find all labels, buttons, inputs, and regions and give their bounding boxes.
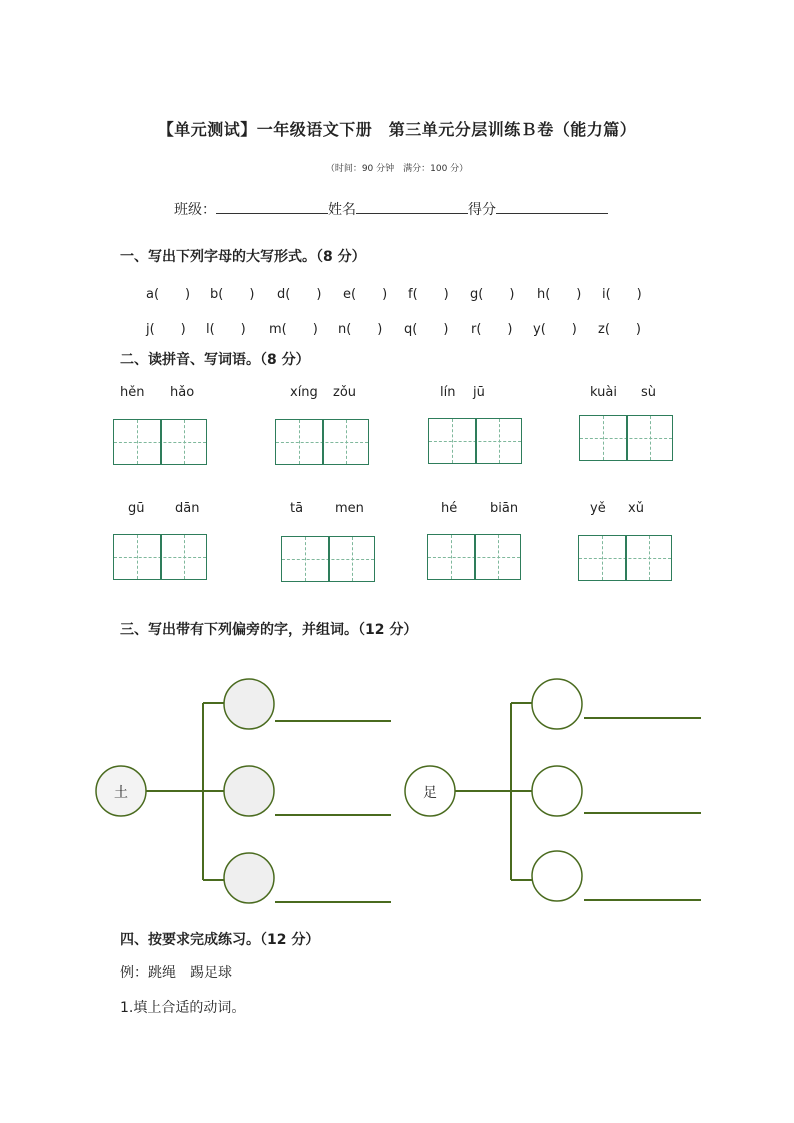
letter-item[interactable]: a( ) xyxy=(146,287,191,302)
page-subtitle: （时间：90 分钟 满分：100 分） xyxy=(325,164,469,174)
pinyin-syllable: xǔ xyxy=(628,501,644,516)
section4-heading: 四、按要求完成练习。（12 分） xyxy=(120,932,320,948)
letter-item[interactable]: d( ) xyxy=(277,287,322,302)
answer-circle[interactable] xyxy=(532,851,582,901)
letter-item[interactable]: e( ) xyxy=(343,287,388,302)
pinyin-syllable: hé xyxy=(441,501,458,516)
letter-item[interactable]: z( ) xyxy=(598,322,641,337)
letter-item[interactable]: g( ) xyxy=(470,287,515,302)
answer-circle[interactable] xyxy=(224,679,274,729)
pinyin-syllable: men xyxy=(335,501,364,516)
exercise-item-1: 1.填上合适的动词。 xyxy=(120,1000,246,1016)
pinyin-syllable: sù xyxy=(641,385,657,400)
radical-label-tu: 土 xyxy=(114,785,128,801)
pinyin-syllable: gū xyxy=(128,501,145,516)
pinyin-syllable: zǒu xyxy=(333,385,357,400)
pinyin-syllable: hěn xyxy=(120,385,145,400)
answer-circle[interactable] xyxy=(224,766,274,816)
pinyin-syllable: xíng xyxy=(290,385,318,400)
example-text: 例：跳绳 踢足球 xyxy=(120,965,232,981)
pinyin-syllable: hǎo xyxy=(170,385,195,400)
letter-item[interactable]: j( ) xyxy=(146,322,186,337)
radical-label-zu: 足 xyxy=(423,785,437,801)
letter-item[interactable]: n( ) xyxy=(338,322,383,337)
pinyin-syllable: kuài xyxy=(590,385,617,400)
page-title: 【单元测试】一年级语文下册 第三单元分层训练Ｂ卷（能力篇） xyxy=(157,120,637,139)
score-label: 得分 xyxy=(468,202,496,218)
section1-heading: 一、写出下列字母的大写形式。（8 分） xyxy=(120,249,366,265)
letter-item[interactable]: r( ) xyxy=(471,322,513,337)
answer-circle[interactable] xyxy=(532,679,582,729)
letter-item[interactable]: f( ) xyxy=(408,287,449,302)
pinyin-syllable: yě xyxy=(590,501,606,516)
letter-item[interactable]: m( ) xyxy=(269,322,318,337)
pinyin-syllable: jū xyxy=(473,385,485,400)
letter-item[interactable]: h( ) xyxy=(537,287,582,302)
pinyin-syllable: biān xyxy=(490,501,519,516)
answer-circle[interactable] xyxy=(224,853,274,903)
name-label: 姓名 xyxy=(328,202,356,218)
letter-item[interactable]: y( ) xyxy=(533,322,577,337)
pinyin-syllable: lín xyxy=(440,385,456,400)
letter-item[interactable]: l( ) xyxy=(206,322,246,337)
answer-circle[interactable] xyxy=(532,766,582,816)
letter-item[interactable]: i( ) xyxy=(602,287,642,302)
letter-item[interactable]: b( ) xyxy=(210,287,255,302)
pinyin-syllable: dān xyxy=(175,501,200,516)
section2-heading: 二、读拼音、写词语。（8 分） xyxy=(120,352,310,368)
class-label: 班级： xyxy=(174,202,216,218)
letter-item[interactable]: q( ) xyxy=(404,322,449,337)
section3-heading: 三、写出带有下列偏旁的字，并组词。（12 分） xyxy=(120,622,418,638)
pinyin-syllable: tā xyxy=(290,501,304,516)
